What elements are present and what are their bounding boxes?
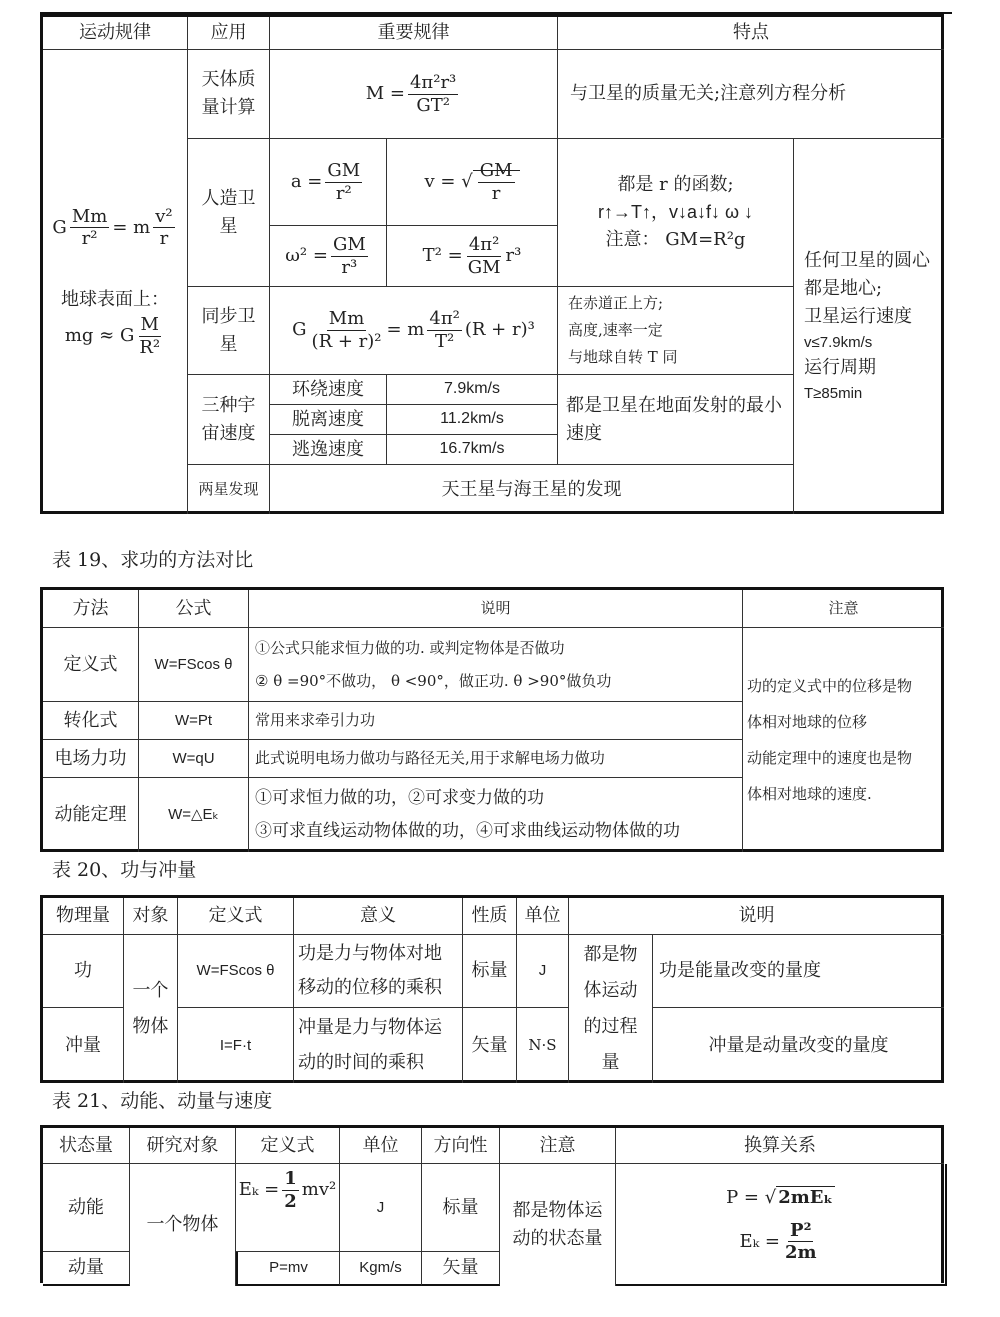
accel-formula: a = $\frac{GM}{\text{r²}}$: [270, 139, 387, 226]
feature-satellite-line: 注意： GM=R²g: [605, 229, 746, 251]
table-19-caption: 表 19、求功的方法对比: [52, 549, 254, 571]
shared-note: 都是物体运动的过程量: [569, 935, 653, 1083]
feature-sync-line: 高度,速率一定: [568, 321, 663, 339]
conversion-cell: [616, 1164, 947, 1286]
side-note-line: 都是地心;: [804, 278, 883, 300]
side-note-line: 卫星运行速度: [804, 306, 912, 328]
feature-satellite: [558, 139, 794, 287]
method-desc: [249, 628, 743, 702]
header-cell: 性质: [463, 898, 517, 935]
ek-direction: 标量: [422, 1164, 500, 1252]
feature-sync-line: 在赤道正上方;: [568, 294, 664, 312]
energy-momentum-table: [40, 1125, 944, 1283]
app-satellite: 人造卫星: [188, 139, 270, 287]
ek-unit: J: [340, 1164, 422, 1252]
speed-name: 逃逸速度: [270, 435, 387, 465]
feature-sync: [558, 287, 794, 375]
object-cell: 一个物体: [124, 935, 178, 1083]
speed-value: 11.2km/s: [387, 405, 558, 435]
quantity-name: 冲量: [43, 1008, 124, 1083]
quantity-meaning: 功是力与物体对地移动的位移的乘积: [294, 935, 463, 1008]
app-sync-satellite: 同步卫星: [188, 287, 270, 375]
header-cell: 换算关系: [616, 1128, 944, 1164]
app-discovery: 两星发现: [188, 465, 270, 514]
desc-line: ② θ =90°不做功， θ <90°，做正功. θ >90°做负功: [255, 671, 612, 690]
note-line: 功的定义式中的位移是物: [747, 677, 913, 695]
side-note-line: 任何卫星的圆心: [804, 250, 930, 272]
feature-satellite-line: 都是 r 的函数;: [617, 173, 734, 195]
note-line: 动能定理中的速度也是物: [747, 749, 913, 767]
header-cell: 方向性: [422, 1128, 500, 1164]
header-cell: 研究对象: [130, 1128, 236, 1164]
quantity-formula: W=FScos θ: [178, 935, 294, 1008]
speed-value: 7.9km/s: [387, 375, 558, 405]
quantity-note: 冲量是动量改变的量度: [708, 1034, 889, 1056]
omega-formula: ω² = $\frac{GM}{\text{r³}}$: [270, 226, 387, 287]
method-name: 动能定理: [43, 778, 139, 852]
gravitation-table: [40, 14, 944, 514]
work-methods-table: [40, 587, 944, 852]
quantity-name: 功: [43, 935, 124, 1008]
side-note-line: 运行周期: [804, 357, 876, 379]
quantity-unit: J: [517, 935, 569, 1008]
speed-value: 16.7km/s: [387, 435, 558, 465]
quantity-nature: 标量: [463, 935, 517, 1008]
header-cell: 注意: [743, 590, 944, 628]
speed-name: 环绕速度: [270, 375, 387, 405]
header-cell: 单位: [340, 1128, 422, 1164]
header-cell: 单位: [517, 898, 569, 935]
desc-line: ③可求直线运动物体做的功，④可求曲线运动物体做的功: [255, 821, 680, 841]
quantity-note: 功是能量改变的量度: [653, 935, 944, 1008]
table-20-caption: 表 20、功与冲量: [52, 859, 197, 881]
app-cosmic-speeds: 三种宇宙速度: [188, 375, 270, 465]
feature-cosmic: 都是卫星在地面发射的最小速度: [558, 375, 794, 465]
p-direction: 矢量: [422, 1252, 500, 1286]
state-name: 动量: [43, 1252, 130, 1286]
header-cell: 注意: [500, 1128, 616, 1164]
mass-formula: [270, 50, 558, 139]
method-name: 转化式: [43, 702, 139, 740]
method-name: 定义式: [43, 628, 139, 702]
state-note: 都是物体运动的状态量: [500, 1164, 616, 1286]
quantity-nature: 矢量: [463, 1008, 517, 1083]
header-cell: 特点: [558, 17, 944, 50]
surface-formula: mg ≈ G $\frac{M}{\text{R²}}$: [64, 313, 161, 358]
p-unit: Kgm/s: [340, 1252, 422, 1286]
header-cell: 状态量: [43, 1128, 130, 1164]
methods-note: [743, 628, 944, 852]
header-cell: 运动规律: [43, 17, 188, 50]
side-note-line: T≥85min: [804, 385, 863, 403]
method-formula: W=qU: [139, 740, 249, 778]
p-formula: P=mv: [236, 1252, 340, 1286]
sync-formula: G $\frac{Mm}{\text{(R + r)²}}$ = m $\frac{\text{4π²}}{\text{T²}}$ (R + r)³: [270, 287, 558, 375]
method-formula: W=Pt: [139, 702, 249, 740]
app-mass-calc: 天体质量计算: [188, 50, 270, 139]
header-cell: 应用: [188, 17, 270, 50]
method-name: 电场力功: [43, 740, 139, 778]
object-cell: 一个物体: [130, 1164, 236, 1286]
velocity-formula: v = √ $\frac{GM}{r}$: [387, 139, 558, 226]
period-formula: T² = $\frac{\text{4π²}}{GM}$ r³: [387, 226, 558, 287]
header-cell: 重要规律: [270, 17, 558, 50]
header-cell: 说明: [569, 898, 944, 935]
table-21-caption: 表 21、动能、动量与速度: [52, 1090, 273, 1112]
feature-satellite-line: r↑→T↑，v↓a↓f↓ ω ↓: [597, 201, 754, 222]
satellite-side-note: [794, 139, 944, 514]
side-note-line: v≤7.9km/s: [804, 334, 873, 352]
note-line: 体相对地球的速度.: [747, 785, 872, 803]
state-name: 动能: [43, 1164, 130, 1252]
quantity-unit: N·S: [517, 1008, 569, 1083]
work-impulse-table: [40, 895, 944, 1083]
feature-discovery: 天王星与海王星的发现: [270, 465, 794, 514]
header-cell: 方法: [43, 590, 139, 628]
ek-formula: Eₖ = $\frac{1}{2}$ mv²: [236, 1164, 340, 1252]
method-desc: [249, 778, 743, 852]
method-desc: 此式说明电场力做功与路径无关,用于求解电场力做功: [249, 740, 743, 778]
header-cell: 定义式: [236, 1128, 340, 1164]
motion-law-cell: [43, 50, 188, 514]
quantity-formula: I=F·t: [178, 1008, 294, 1083]
header-cell: 意义: [294, 898, 463, 935]
desc-line: ①公式只能求恒力做的功. 或判定物体是否做功: [255, 638, 565, 657]
header-cell: 说明: [249, 590, 743, 628]
surface-block: [61, 286, 169, 358]
surface-label: 地球表面上：: [61, 289, 169, 311]
method-formula: W=FScos θ: [139, 628, 249, 702]
note-line: 体相对地球的位移: [747, 713, 868, 731]
feature-sync-line: 与地球自转 T 同: [568, 348, 678, 366]
header-cell: 物理量: [43, 898, 124, 935]
speed-name: 脱离速度: [270, 405, 387, 435]
conversion-ek: Eₖ = $\frac{\text{P²}}{2m}$: [739, 1219, 817, 1264]
quantity-meaning: 冲量是力与物体运动的时间的乘积: [294, 1008, 463, 1083]
header-cell: 公式: [139, 590, 249, 628]
method-desc: 常用来求牵引力功: [249, 702, 743, 740]
feature-mass: 与卫星的质量无关;注意列方程分析: [558, 50, 944, 139]
gravity-law-formula: G $\frac{Mm}{\text{r²}}$ = m $\frac{\text{v²}}{r}$: [52, 205, 173, 250]
mass-formula-expr: M = $\frac{\text{4π²r³}}{\text{GT²}}$: [365, 71, 457, 116]
method-formula: W=△Eₖ: [139, 778, 249, 852]
conversion-p: P = √ 2mEₖ: [726, 1186, 833, 1208]
desc-line: ①可求恒力做的功，②可求变力做的功: [255, 787, 544, 808]
header-cell: 对象: [124, 898, 178, 935]
header-cell: 定义式: [178, 898, 294, 935]
